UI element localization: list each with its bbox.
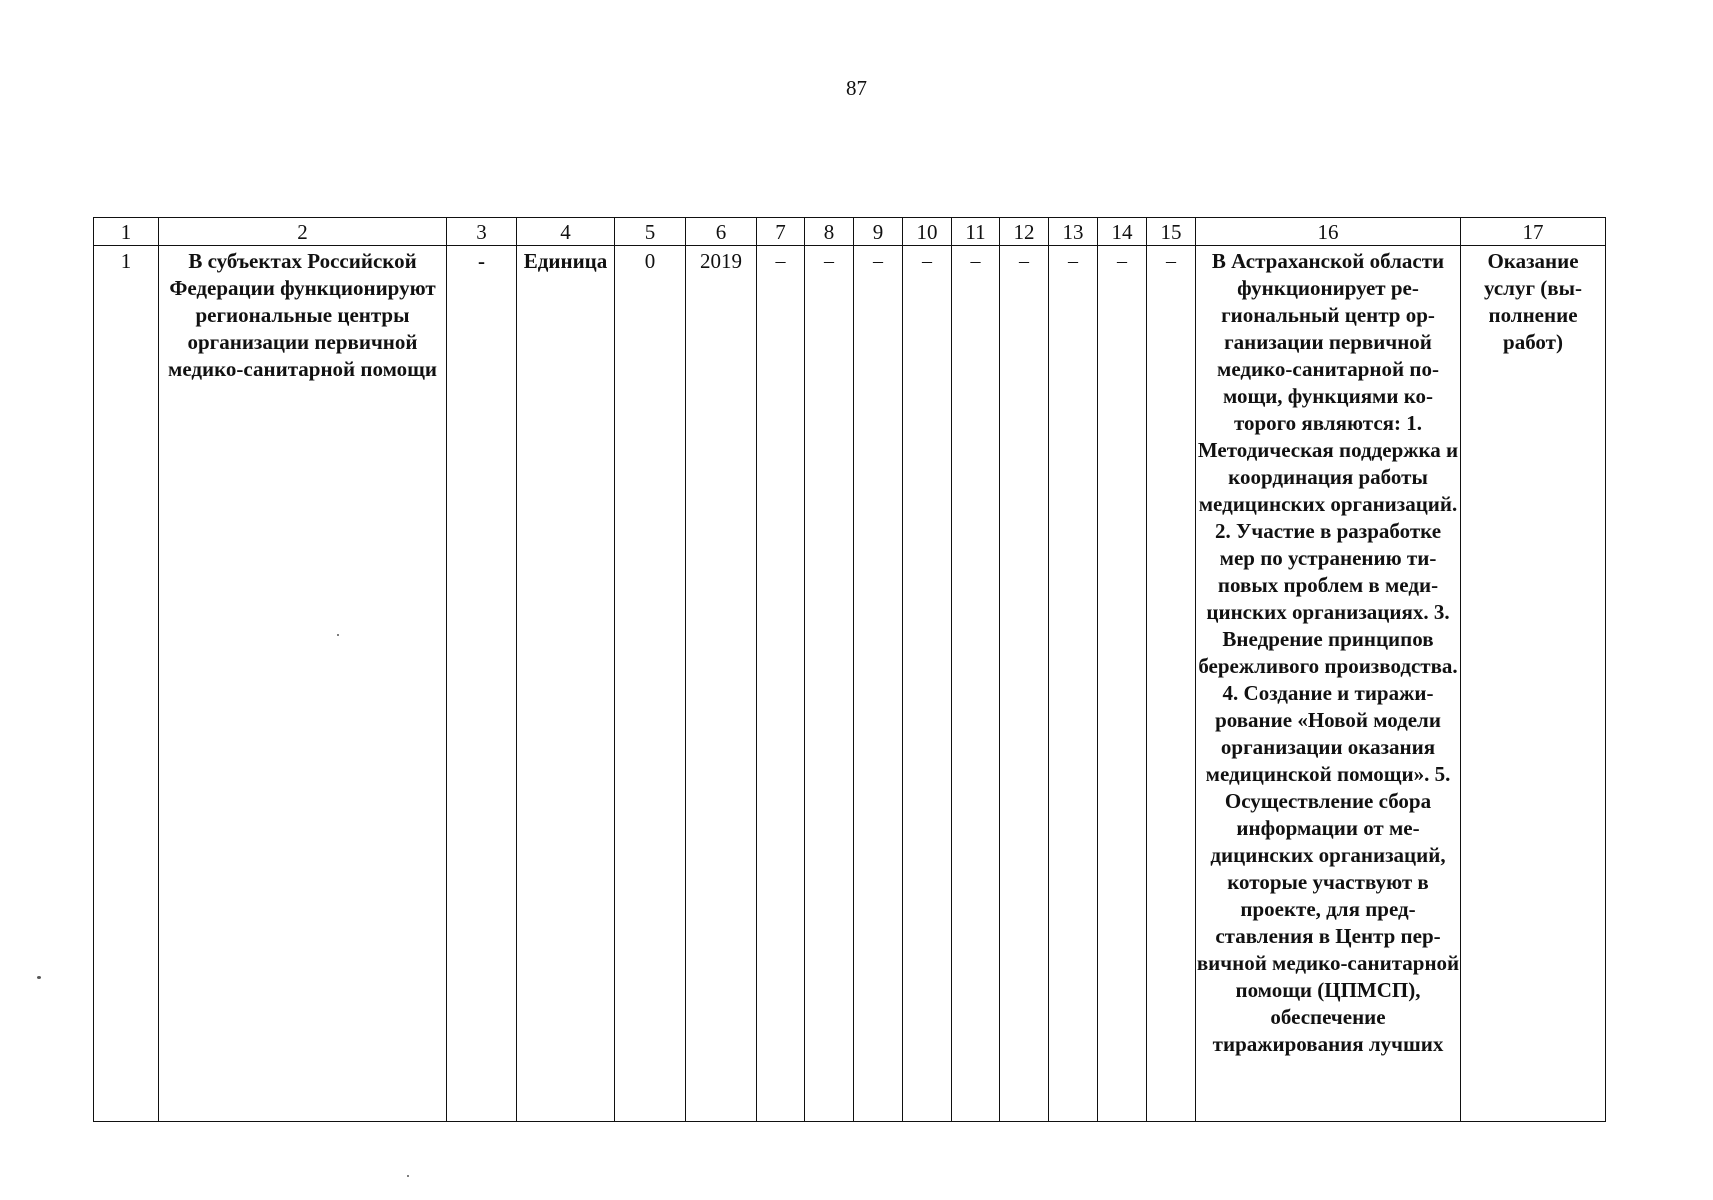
cell-col-11: – xyxy=(952,246,1000,1122)
cell-col-12: – xyxy=(1000,246,1049,1122)
cell-item-number: 1 xyxy=(94,246,159,1122)
scan-speck xyxy=(337,634,339,636)
column-number: 13 xyxy=(1049,218,1098,246)
column-number: 8 xyxy=(805,218,854,246)
cell-result-description: В субъектах Российской Федерации функционируют региональные центры организации первичной медико-санитарной помощи xyxy=(159,246,447,1122)
column-number: 11 xyxy=(952,218,1000,246)
table-row xyxy=(94,246,1606,1122)
table-header-row xyxy=(94,218,1606,246)
cell-base-year: 2019 xyxy=(686,246,757,1122)
column-number: 5 xyxy=(615,218,686,246)
cell-col-15: – xyxy=(1147,246,1196,1122)
cell-base-value: 0 xyxy=(615,246,686,1122)
cell-col-14: – xyxy=(1098,246,1147,1122)
column-number: 12 xyxy=(1000,218,1049,246)
column-number: 4 xyxy=(517,218,615,246)
scan-speck xyxy=(37,976,41,979)
cell-unit: Единица xyxy=(517,246,615,1122)
column-number: 2 xyxy=(159,218,447,246)
document-table xyxy=(93,217,1606,1122)
column-number: 9 xyxy=(854,218,903,246)
column-number: 1 xyxy=(94,218,159,246)
page-number: 87 xyxy=(846,76,867,100)
cell-col-3: - xyxy=(447,246,517,1122)
column-number: 7 xyxy=(757,218,805,246)
column-number: 14 xyxy=(1098,218,1147,246)
column-number: 15 xyxy=(1147,218,1196,246)
cell-col-10: – xyxy=(903,246,952,1122)
scan-speck xyxy=(407,1175,409,1177)
cell-result-type: Оказание услуг (выполнение работ) xyxy=(1461,246,1606,1122)
column-number: 6 xyxy=(686,218,757,246)
cell-characteristic: В Астраханской области функционирует региональный центр организации первичной медико-санитарной помощи, функциями которого являются: 1. Методическая поддержка и координация работы медицинских организаций. 2. Участие в разработке мер по устранению типовых проблем в медицинских организациях. 3. Внедрение принципов бережливого производства. 4. Создание и тиражирование «Новой модели организации оказания медицинской помощи». 5. Осуществление сбора информации от медицинских организаций, которые участвуют в проекте, для представления в Центр первичной медико-санитарной помощи (ЦПМСП), обеспечение тиражирования лучших xyxy=(1196,246,1461,1122)
cell-col-13: – xyxy=(1049,246,1098,1122)
cell-col-8: – xyxy=(805,246,854,1122)
column-number: 16 xyxy=(1196,218,1461,246)
cell-col-7: – xyxy=(757,246,805,1122)
cell-col-9: – xyxy=(854,246,903,1122)
column-number: 10 xyxy=(903,218,952,246)
column-number: 3 xyxy=(447,218,517,246)
column-number: 17 xyxy=(1461,218,1606,246)
